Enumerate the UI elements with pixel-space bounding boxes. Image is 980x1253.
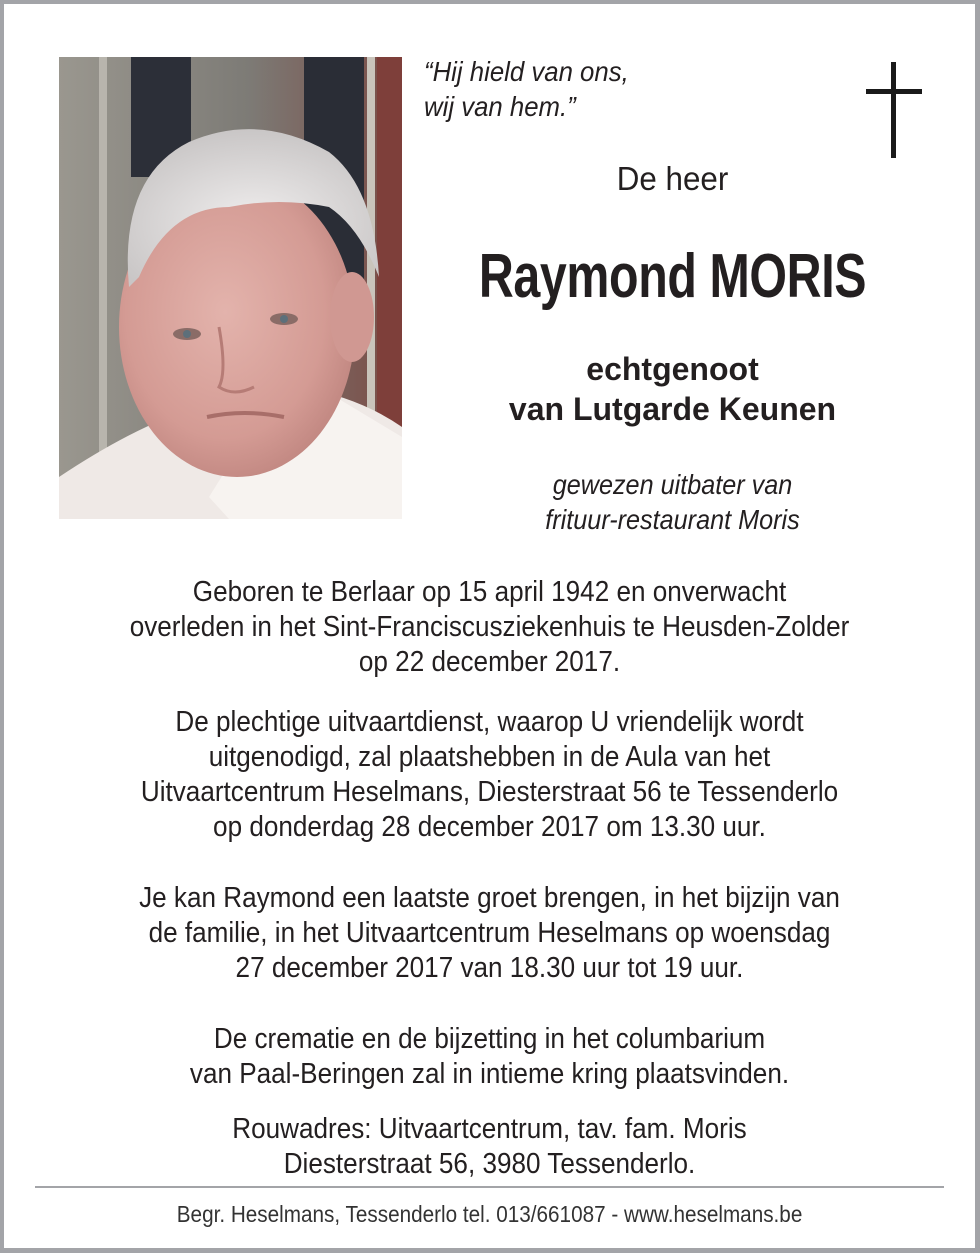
- text-line: overleden in het Sint-Franciscusziekenhuis te Heusden-Zolder: [129, 611, 850, 643]
- funeral-service-paragraph: [4, 705, 975, 845]
- text-line: 27 december 2017 van 18.30 uur tot 19 uur.: [235, 952, 744, 984]
- birth-death-paragraph: [4, 575, 975, 680]
- text-line: Uitvaartcentrum Heselmans, Diesterstraat 56 te Tessenderlo: [140, 776, 839, 808]
- occupation-line: frituur-restaurant Moris: [545, 504, 800, 535]
- spouse-info: [424, 349, 921, 429]
- text-line: uitgenodigd, zal plaatshebben in de Aula van het: [208, 741, 771, 773]
- obituary-card: [4, 4, 975, 1248]
- text-line: op 22 december 2017.: [358, 646, 621, 678]
- memorial-quote: [424, 54, 629, 124]
- text-line: van Paal-Beringen zal in intieme kring plaatsvinden.: [189, 1058, 790, 1090]
- text-line: Geboren te Berlaar op 15 april 1942 en onverwacht: [192, 576, 787, 608]
- footer-text: Begr. Heselmans, Tessenderlo tel. 013/661087 - www.heselmans.be: [176, 1201, 803, 1227]
- footer-divider: [35, 1186, 944, 1188]
- deceased-name: Raymond MORIS: [478, 242, 867, 311]
- quote-line: “Hij hield van ons,: [424, 56, 629, 87]
- quote-line: wij van hem.”: [424, 91, 576, 122]
- cremation-paragraph: [4, 1022, 975, 1092]
- occupation-info: [449, 467, 896, 537]
- text-line: De plechtige uitvaartdienst, waarop U vriendelijk wordt: [175, 706, 804, 738]
- latin-cross-icon: [866, 62, 922, 158]
- farewell-visit-paragraph: [4, 881, 975, 986]
- spouse-line: echtgenoot: [586, 351, 759, 387]
- spouse-line: van Lutgarde Keunen: [508, 391, 837, 427]
- occupation-line: gewezen uitbater van: [552, 469, 793, 500]
- text-line: De crematie en de bijzetting in het columbarium: [213, 1023, 766, 1055]
- title-prefix: De heer: [616, 160, 729, 197]
- portrait-photo: [59, 57, 402, 519]
- text-line: Rouwadres: Uitvaartcentrum, tav. fam. Moris: [232, 1113, 747, 1145]
- funeral-home-footer: [4, 1200, 975, 1228]
- text-line: de familie, in het Uitvaartcentrum Heselmans op woensdag: [148, 917, 831, 949]
- text-line: op donderdag 28 december 2017 om 13.30 uur.: [213, 811, 766, 843]
- text-line: Je kan Raymond een laatste groet brengen, in het bijzijn van: [139, 882, 840, 914]
- text-line: Diesterstraat 56, 3980 Tessenderlo.: [283, 1148, 696, 1180]
- mourning-address-paragraph: [4, 1112, 975, 1182]
- portrait-image: [59, 57, 402, 519]
